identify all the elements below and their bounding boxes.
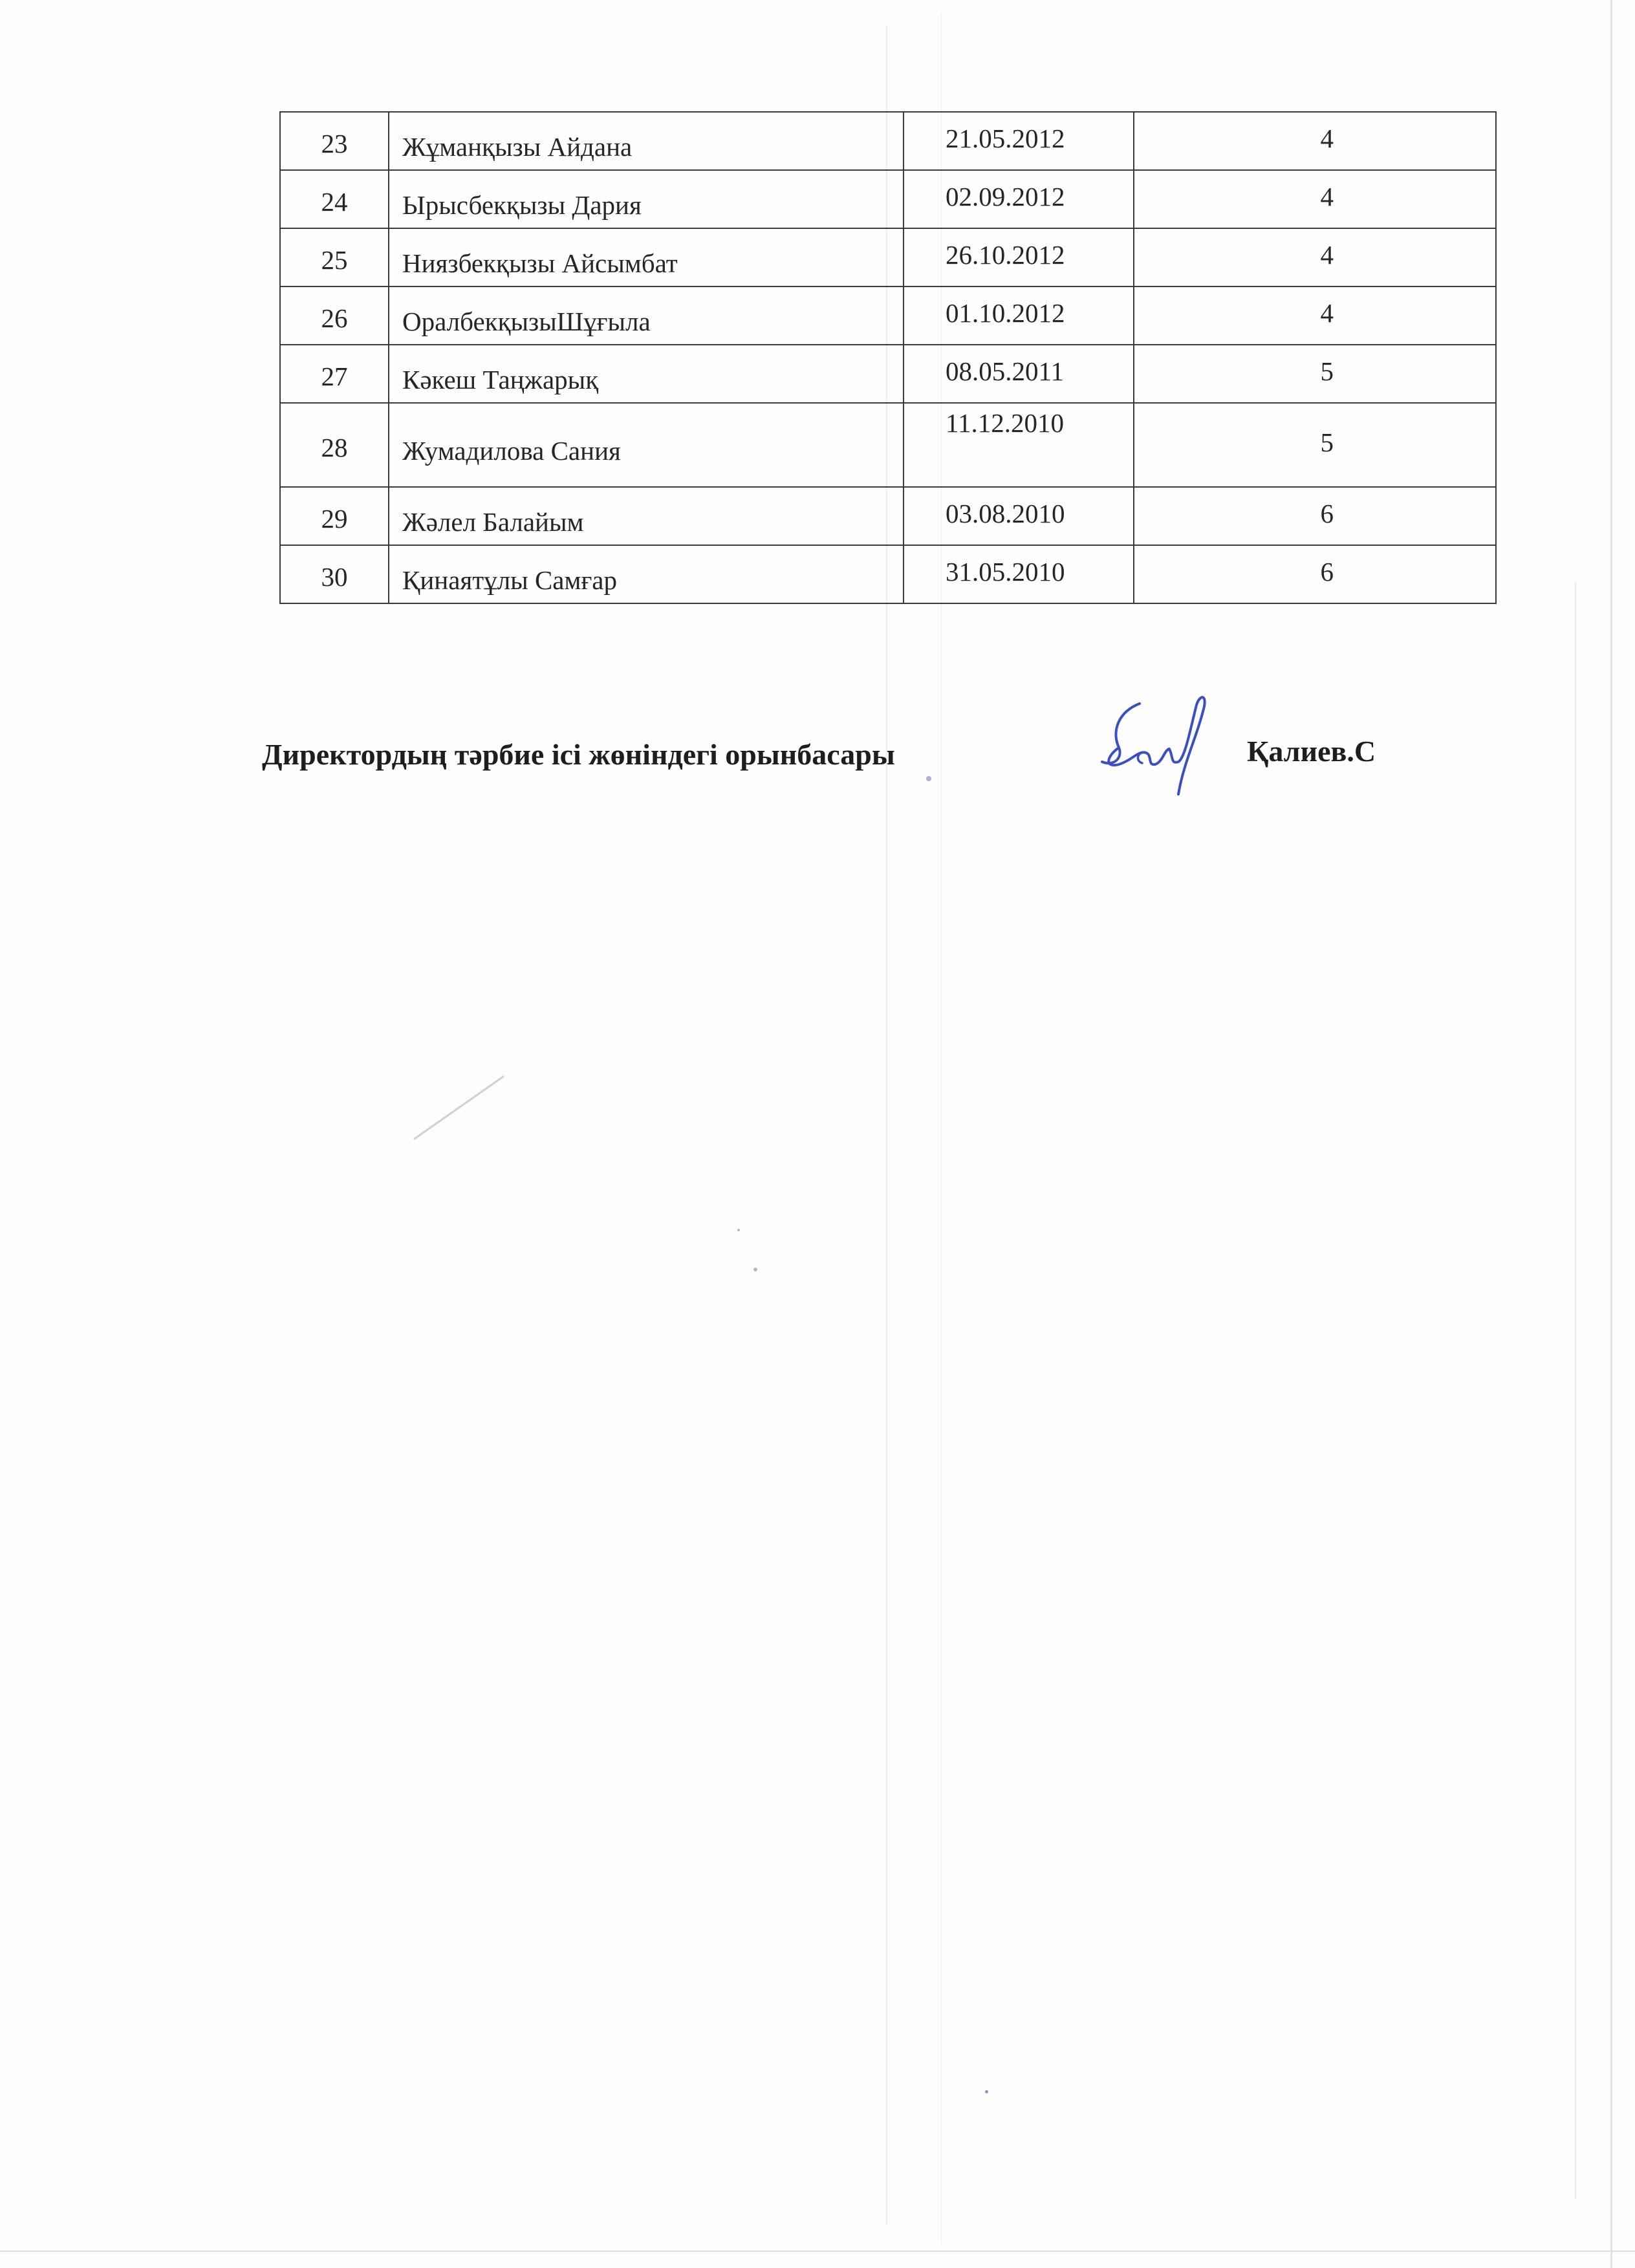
- scan-artifact-line: [1575, 582, 1576, 2199]
- scan-artifact-line: [1610, 0, 1612, 2268]
- scan-artifact-speck: [737, 1229, 740, 1231]
- scan-artifact-speck: [985, 2090, 988, 2093]
- signer-position: Директордың тәрбие ісі жөніндегі орынбасары: [262, 738, 895, 771]
- birth-date: 01.10.2012: [904, 286, 1134, 345]
- handwritten-signature: [1093, 686, 1216, 802]
- row-number: 29: [280, 487, 389, 545]
- table-row: [280, 545, 1496, 603]
- student-name: Жумадилова Сания: [389, 403, 904, 487]
- birth-date: 26.10.2012: [904, 228, 1134, 286]
- birth-date: 31.05.2010: [904, 545, 1134, 603]
- student-name: ОралбекқызыШұғыла: [389, 286, 904, 345]
- birth-date: 08.05.2011: [904, 345, 1134, 403]
- birth-date: 02.09.2012: [904, 170, 1134, 228]
- grade-value: 4: [1134, 228, 1496, 286]
- grade-value: 5: [1134, 403, 1496, 487]
- signer-name: Қалиев.С: [1247, 735, 1376, 768]
- table-row: [280, 228, 1496, 286]
- grade-value: 5: [1134, 345, 1496, 403]
- row-number: 27: [280, 345, 389, 403]
- birth-date: 21.05.2012: [904, 112, 1134, 170]
- grade-value: 4: [1134, 286, 1496, 345]
- table-row: [280, 170, 1496, 228]
- scan-artifact-speck: [926, 776, 931, 781]
- student-name: Жұманқызы Айдана: [389, 112, 904, 170]
- row-number: 24: [280, 170, 389, 228]
- student-list-table: [279, 111, 1497, 604]
- scan-artifact-scratch: [413, 1075, 504, 1140]
- row-number: 28: [280, 403, 389, 487]
- student-name: Кәкеш Таңжарық: [389, 345, 904, 403]
- grade-value: 6: [1134, 487, 1496, 545]
- grade-value: 6: [1134, 545, 1496, 603]
- row-number: 30: [280, 545, 389, 603]
- grade-value: 4: [1134, 170, 1496, 228]
- row-number: 25: [280, 228, 389, 286]
- student-name: Ырысбекқызы Дария: [389, 170, 904, 228]
- row-number: 23: [280, 112, 389, 170]
- scan-artifact-line: [0, 2251, 1635, 2252]
- table-row: [280, 286, 1496, 345]
- student-name: Ниязбекқызы Айсымбат: [389, 228, 904, 286]
- scan-artifact-speck: [753, 1268, 757, 1271]
- birth-date: 03.08.2010: [904, 487, 1134, 545]
- student-name: Жәлел Балайым: [389, 487, 904, 545]
- table-row: [280, 112, 1496, 170]
- grade-value: 4: [1134, 112, 1496, 170]
- row-number: 26: [280, 286, 389, 345]
- table-row: [280, 345, 1496, 403]
- birth-date: 11.12.2010: [904, 403, 1134, 487]
- table-row: [280, 403, 1496, 487]
- table-row: [280, 487, 1496, 545]
- student-name: Қинаятұлы Самғар: [389, 545, 904, 603]
